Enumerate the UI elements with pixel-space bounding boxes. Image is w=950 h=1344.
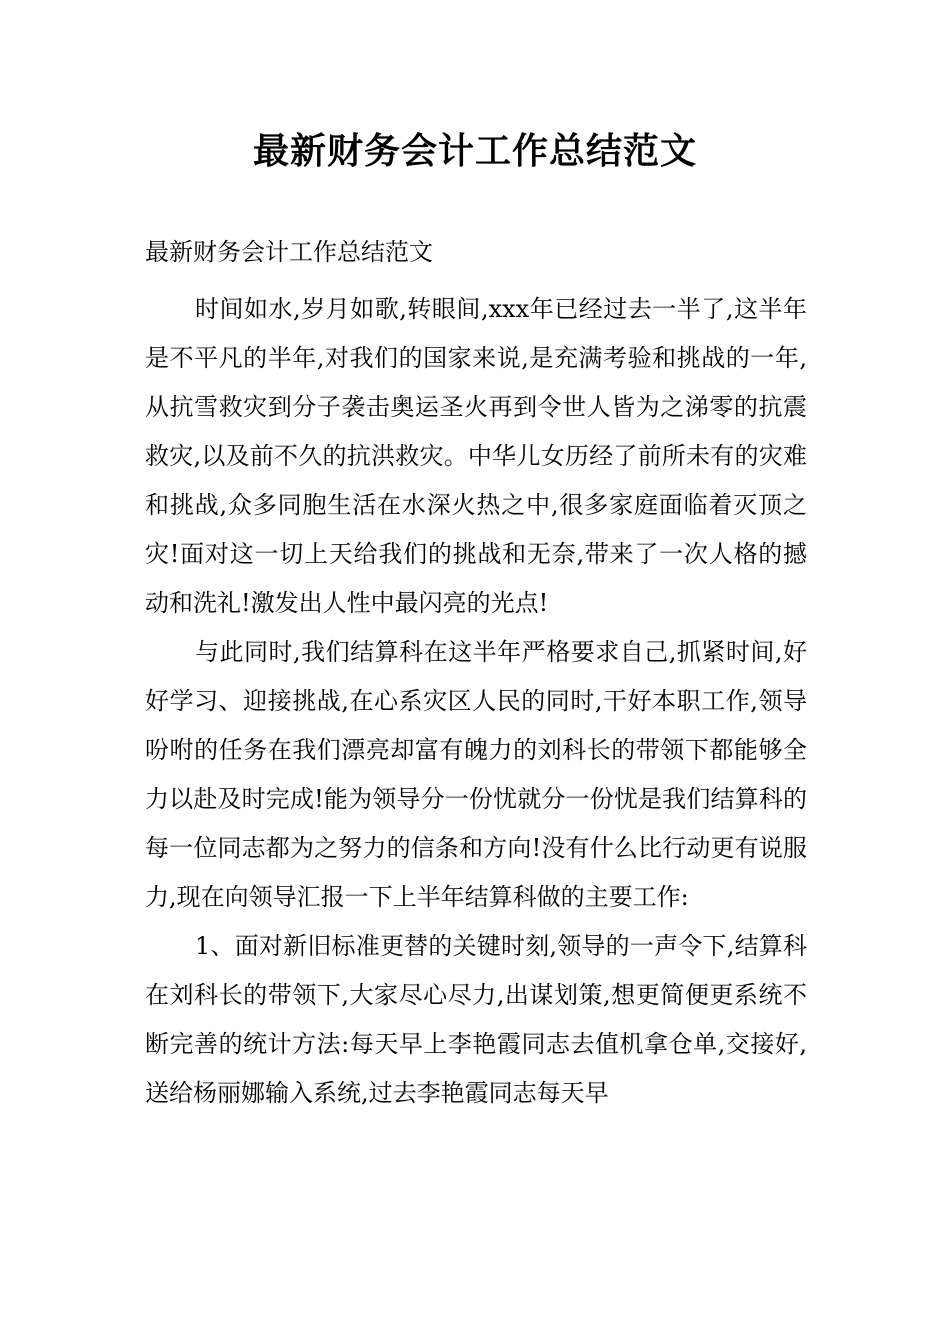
paragraph-3: 1、面对新旧标准更替的关键时刻,领导的一声令下,结算科在刘科长的带领下,大家尽心尽力,出谋划策,想更简便更系统不断完善的统计方法:每天早上李艳霞同志去值机拿仓单,交接好,送给杨丽娜输入系统,过去李艳霞同志每天早 bbox=[145, 932, 807, 1107]
document-subtitle: 最新财务会计工作总结范文 bbox=[145, 238, 433, 266]
paragraph-2: 与此同时,我们结算科在这半年严格要求自己,抓紧时间,好好学习、迎接挑战,在心系灾区人民的同时,干好本职工作,领导吩咐的任务在我们漂亮却富有魄力的刘科长的带领下都能够全力以赴及时完成!能为领导分一份忧就分一份忧是我们结算科的每一位同志都为之努力的信条和方向!没有什么比行动更有说服力,现在向领导汇报一下上半年结算科做的主要工作: bbox=[145, 638, 807, 911]
paragraph-1: 时间如水,岁月如歌,转眼间,xxx年已经过去一半了,这半年是不平凡的半年,对我们的国家来说,是充满考验和挑战的一年,从抗雪救灾到分子袭击奥运圣火再到令世人皆为之涕零的抗震救灾,以及前不久的抗洪救灾。中华儿女历经了前所未有的灾难和挑战,众多同胞生活在水深火热之中,很多家庭面临着灭顶之灾!面对这一切上天给我们的挑战和无奈,带来了一次人格的撼动和洗礼!激发出人性中最闪亮的光点! bbox=[145, 295, 807, 617]
document-body bbox=[145, 228, 807, 1118]
document-title: 最新财务会计工作总结范文 bbox=[252, 131, 697, 172]
